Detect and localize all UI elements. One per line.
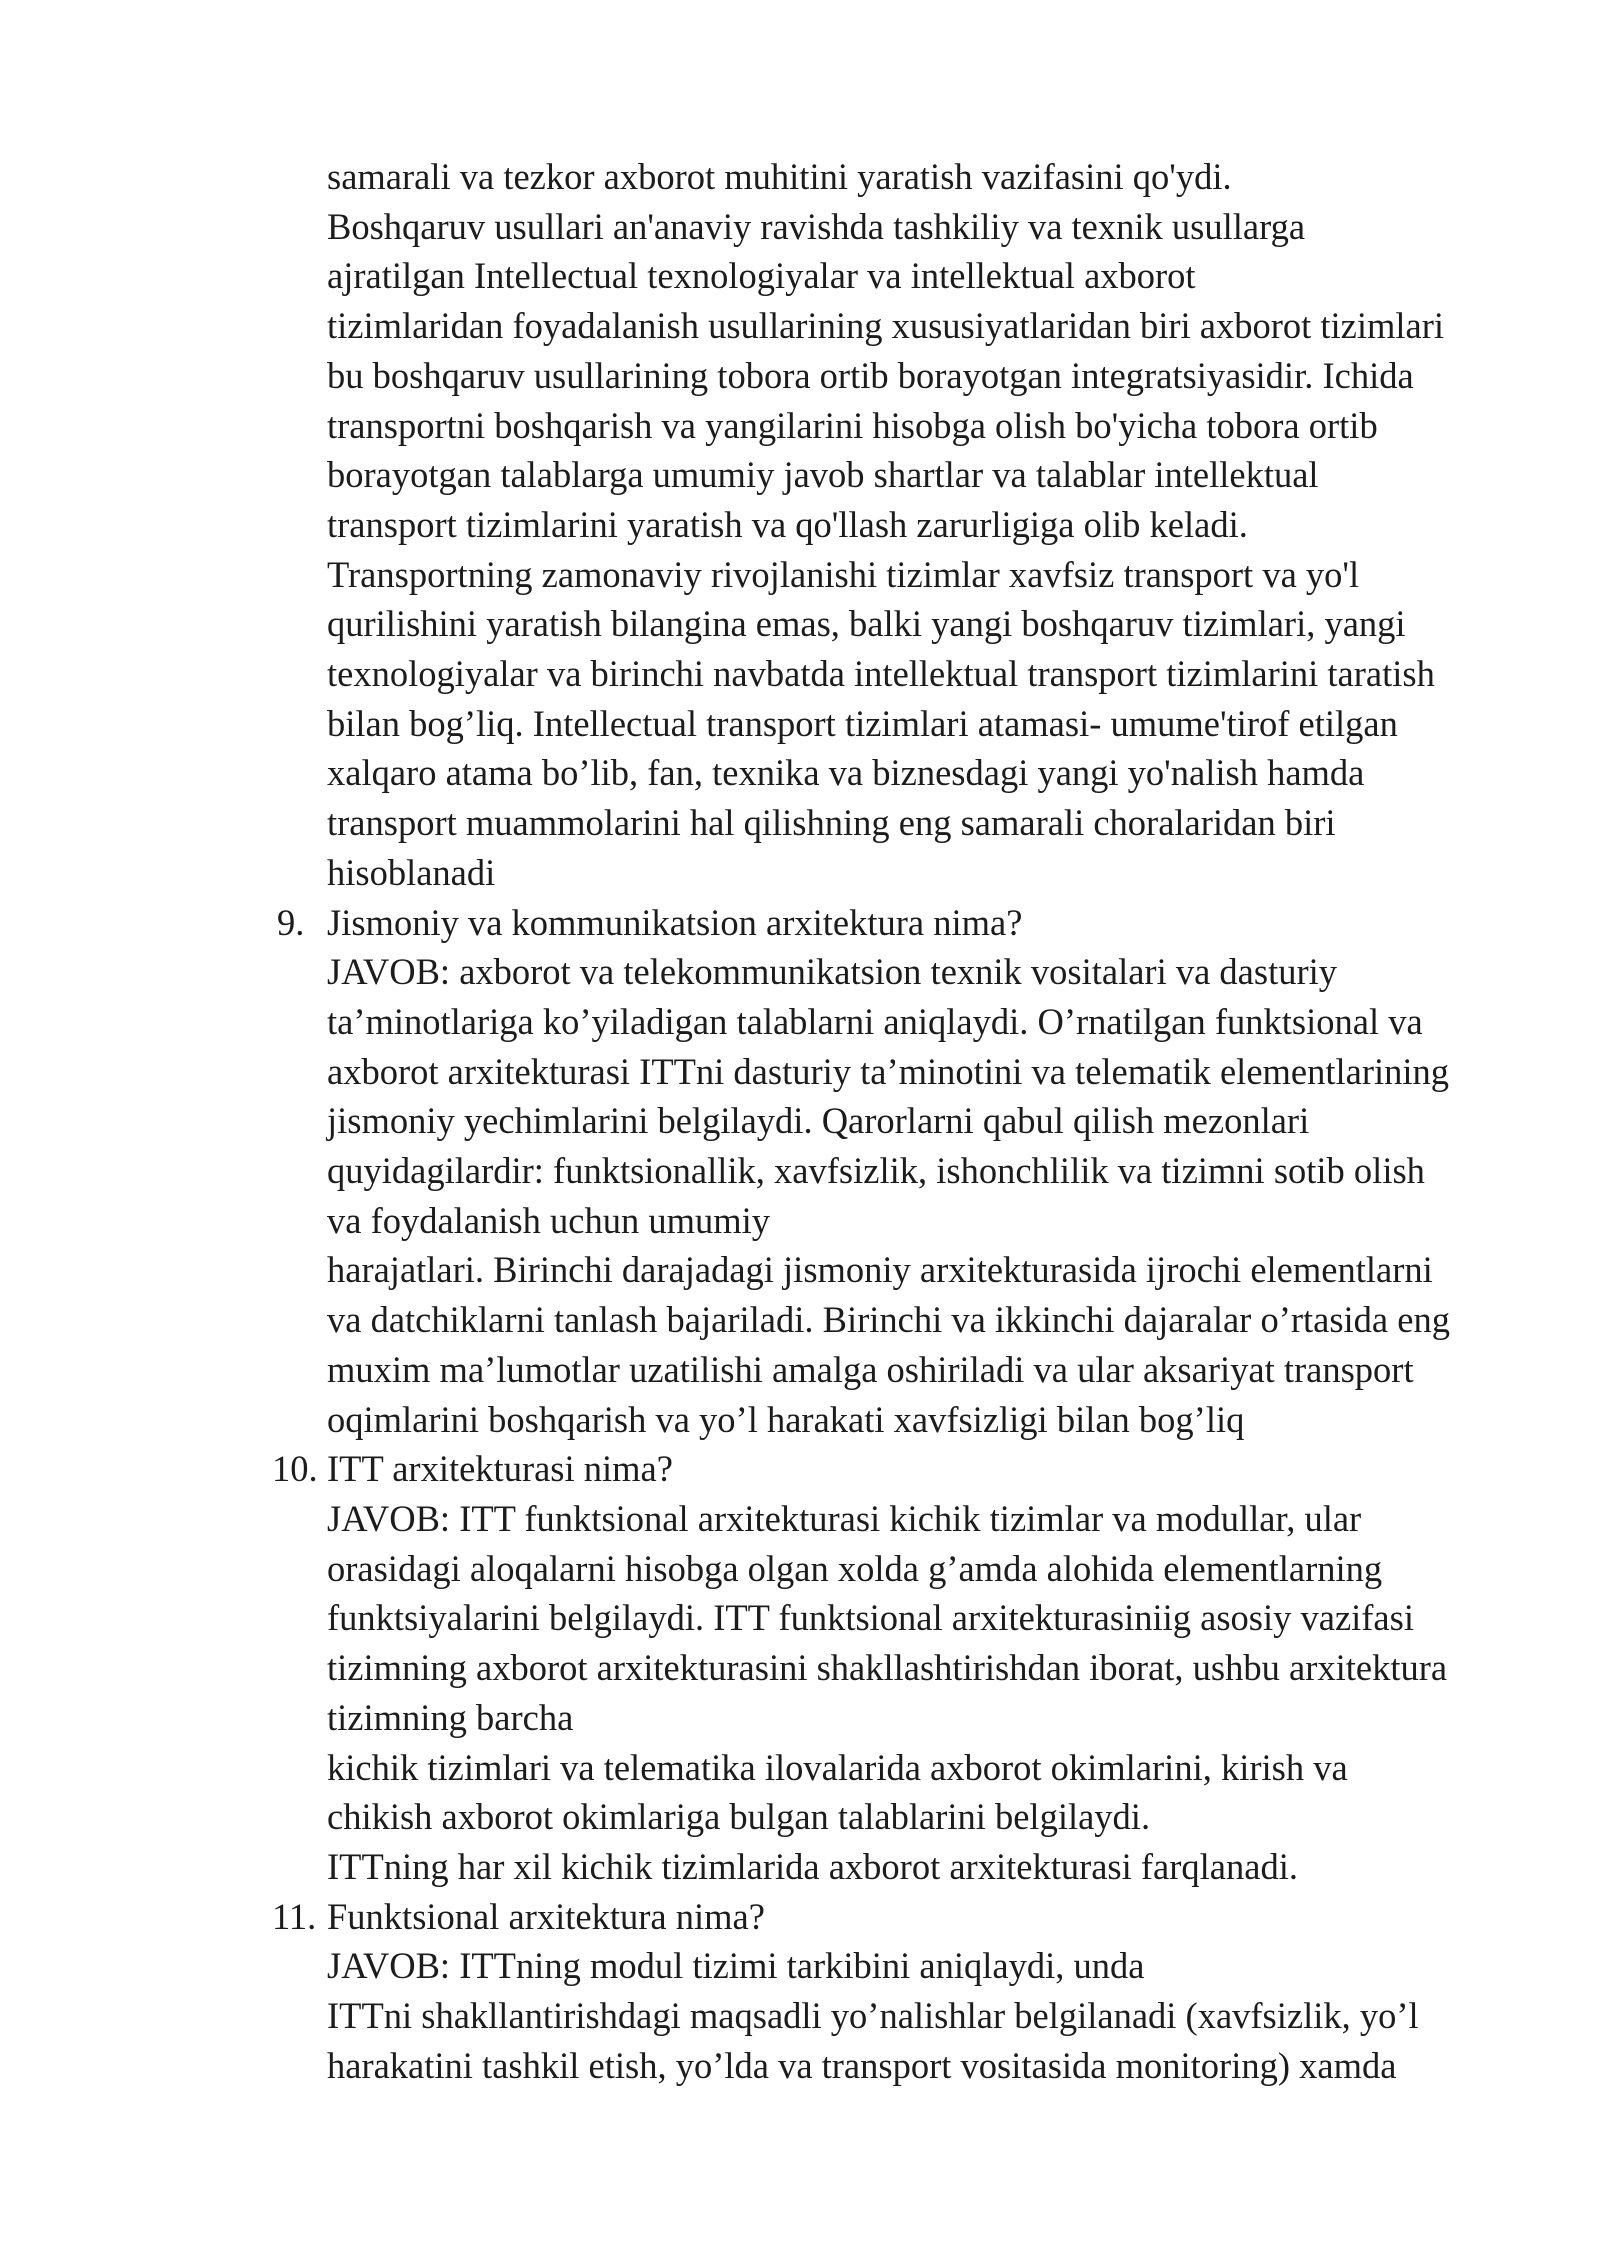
list-item-9 [277,898,1517,1445]
answer-line: va datchiklarni tanlash bajariladi. Birinchi va ikkinchi dajaralar o’rtasida eng [327,1299,1450,1341]
intro-paragraph [327,152,1517,898]
answer-line: JAVOB: axborot va telekommunikatsion texnik vositalari va dasturiy [327,951,1338,993]
answer-line: funktsiyalarini belgilaydi. ITT funktsional arxitekturasiniig asosiy vazifasi [327,1597,1414,1639]
text-line: bu boshqaruv usullarining tobora ortib borayotgan integratsiyasidir. Ichida [327,354,1414,396]
answer-line: JAVOB: ITT funktsional arxitekturasi kichik tizimlar va modullar, ular [327,1497,1362,1539]
text-line: hisoblanadi [327,851,496,893]
question-text: ITT arxitekturasi nima? [327,1448,673,1490]
answer-line: jismoniy yechimlarini belgilaydi. Qarorlarni qabul qilish mezonlari [327,1100,1310,1142]
item-number: 10. [272,1448,318,1490]
text-line: transport tizimlarini yaratish va qo'llash zarurligiga olib keladi. [327,503,1248,545]
list-item-11 [272,1892,1517,2091]
text-line: xalqaro atama bo’lib, fan, texnika va biznesdagi yangi yo'nalish hamda [327,752,1365,794]
question-heading [272,1892,1517,1942]
list-item-10 [272,1444,1517,1891]
answer-line: kichik tizimlari va telematika ilovalarida axborot okimlarini, kirish va [327,1746,1348,1788]
text-line: Transportning zamonaviy rivojlanishi tizimlar xavfsiz transport va yo'l [327,553,1360,595]
answer-line: tizimning axborot arxitekturasini shakllashtirishdan iborat, ushbu arxitektura [327,1647,1448,1689]
text-line: samarali va tezkor axborot muhitini yaratish vazifasini qo'ydi. [327,156,1232,197]
question-text: Jismoniy va kommunikatsion arxitektura nima? [327,901,1023,943]
answer-line: chikish axborot okimlariga bulgan talablarini belgilaydi. [327,1796,1151,1838]
answer-line: JAVOB: ITTning modul tizimi tarkibini aniqlaydi, unda [327,1945,1145,1987]
answer-line: harakatini tashkil etish, yo’lda va transport vositasida monitoring) xamda [327,2044,1397,2086]
text-line: Boshqaruv usullari an'anaviy ravishda tashkiliy va texnik usullarga [327,205,1306,247]
item-number: 11. [272,1895,317,1937]
answer-line: va foydalanish uchun umumiy [327,1199,770,1241]
document-body [272,152,1517,2090]
answer-line: tizimning barcha [327,1696,574,1738]
text-line: transportni boshqarish va yangilarini hisobga olish bo'yicha tobora ortib [327,404,1378,446]
answer-line: axborot arxitekturasi ITTni dasturiy ta’minotini va telematik elementlarining [327,1050,1450,1092]
question-heading [277,898,1517,948]
text-line: tizimlaridan foyadalanish usullarining xususiyatlaridan biri axborot tizimlari [327,305,1445,347]
text-line: qurilishini yaratish bilangina emas, balki yangi boshqaruv tizimlari, yangi [327,603,1406,645]
text-line: transport muammolarini hal qilishning eng samarali choralaridan biri [327,802,1336,844]
question-text: Funktsional arxitektura nima? [327,1895,765,1937]
answer-line: ITTning har xil kichik tizimlarida axborot arxitekturasi farqlanadi. [327,1845,1298,1887]
answer-line: harajatlari. Birinchi darajadagi jismoniy arxitekturasida ijrochi elementlarni [327,1249,1433,1291]
text-line: borayotgan talablarga umumiy javob shartlar va talablar intellektual [327,454,1319,496]
answer-line: quyidagilardir: funktsionallik, xavfsizlik, ishonchlilik va tizimni sotib olish [327,1150,1425,1192]
answer-line: oqimlarini boshqarish va yo’l harakati xavfsizligi bilan bog’liq [327,1398,1245,1440]
text-line: ajratilgan Intellectual texnologiyalar va intellektual axborot [327,255,1196,297]
item-number: 9. [277,901,305,943]
answer-line: ta’minotlariga ko’yiladigan talablarni aniqlaydi. O’rnatilgan funktsional va [327,1000,1423,1042]
answer-line: orasidagi aloqalarni hisobga olgan xolda g’amda alohida elementlarning [327,1547,1383,1589]
answer-line: muxim ma’lumotlar uzatilishi amalga oshiriladi va ular aksariyat transport [327,1348,1414,1390]
text-line: bilan bog’liq. Intellectual transport tizimlari atamasi- umume'tirof etilgan [327,702,1398,744]
text-line: texnologiyalar va birinchi navbatda intellektual transport tizimlarini taratish [327,653,1435,695]
answer-line: ITTni shakllantirishdagi maqsadli yo’nalishlar belgilanadi (xavfsizlik, yo’l [327,1995,1419,2037]
question-heading [272,1444,1517,1494]
